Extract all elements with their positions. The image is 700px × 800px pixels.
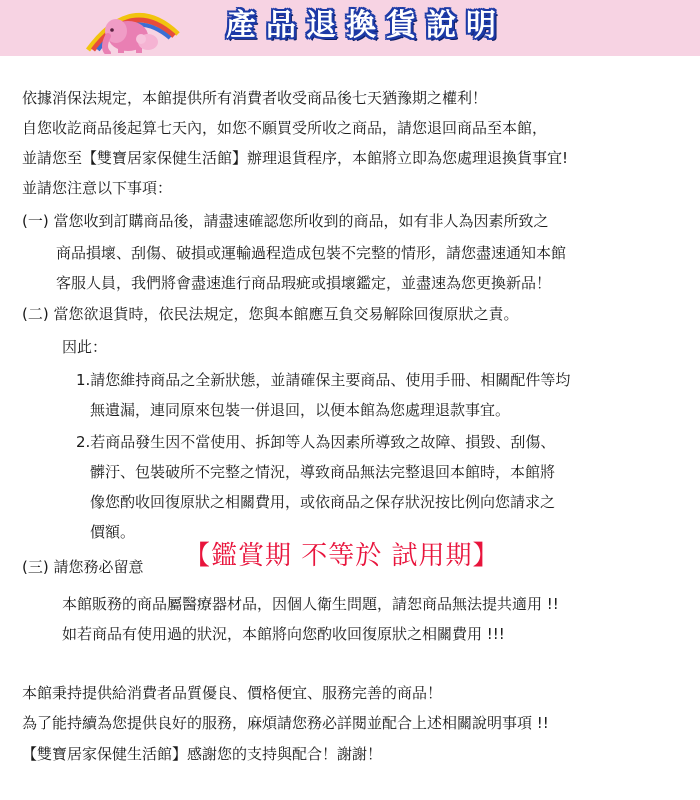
section2-item2-line-2: 髒汙、包裝破所不完整之情況，導致商品無法完整退回本館時，本館將: [90, 463, 556, 481]
header-banner: [0, 0, 700, 56]
section2-item2-line-1: 2.若商品發生因不當使用、拆卸等人為因素所導致之故障、損毀、刮傷、: [76, 433, 556, 451]
section3-line-1: 本館販務的商品屬醫療器材品，因個人衛生問題，請恕商品無法提共適用 !!: [62, 595, 559, 613]
intro-line-2: 自您收訖商品後起算七天內，如您不願買受所收之商品，請您退回商品至本館，: [22, 119, 548, 137]
section2-item2-line-4: 價額。: [90, 523, 136, 541]
closing-line-3: 【雙寶居家保健生活館】感謝您的支持與配合！謝謝！: [22, 745, 383, 763]
section2-item1-line-2: 無遺漏，連同原來包裝一併退回，以便本館為您處理退款事宜。: [90, 401, 511, 419]
section2-item1-line-1: 1.請您維持商品之全新狀態，並請確保主要商品、使用手冊、相關配件等均: [76, 371, 571, 389]
section1-line-2: 商品損壞、刮傷、破損或運輸過程造成包裝不完整的情形，請您盡速通知本館: [56, 244, 567, 262]
page-title: 產品退換貨說明: [226, 8, 506, 43]
section1-line-1: (一) 當您收到訂購商品後，請盡速確認您所收到的商品，如有非人為因素所致之: [22, 212, 549, 230]
intro-line-3: 並請您至【雙寶居家保健生活館】辦理退貨程序，本館將立即為您處理退換貨事宜!: [22, 149, 569, 167]
section2-therefore: 因此：: [62, 338, 108, 356]
section1-line-3: 客服人員，我們將會盡速進行商品瑕疵或損壞鑑定，並盡速為您更換新品！: [56, 274, 552, 292]
intro-line-4: 並請您注意以下事項：: [22, 179, 173, 197]
closing-line-2: 為了能持續為您提供良好的服務，麻煩請您務必詳閱並配合上述相關說明事項 !!: [22, 714, 549, 732]
section2-item2-line-3: 像您酌收回復原狀之相關費用，或依商品之保存狀況按比例向您請求之: [90, 493, 556, 511]
section3-label: (三) 請您務必留意: [22, 558, 144, 576]
closing-line-1: 本館秉持提供給消費者品質優良、價格便宜、服務完善的商品！: [22, 684, 443, 702]
section3-line-2: 如若商品有使用過的狀況，本館將向您酌收回復原狀之相關費用 !!!: [62, 625, 505, 643]
section2-line-1: (二) 當您欲退貨時，依民法規定，您與本館應互負交易解除回復原狀之責。: [22, 305, 519, 323]
pink-elephant-logo-icon: [84, 4, 180, 54]
intro-line-1: 依據消保法規定，本館提供所有消費者收受商品後七天猶豫期之權利！: [22, 89, 488, 107]
appreciation-period-warning: 【鑑賞期 不等於 試用期】: [184, 541, 500, 571]
